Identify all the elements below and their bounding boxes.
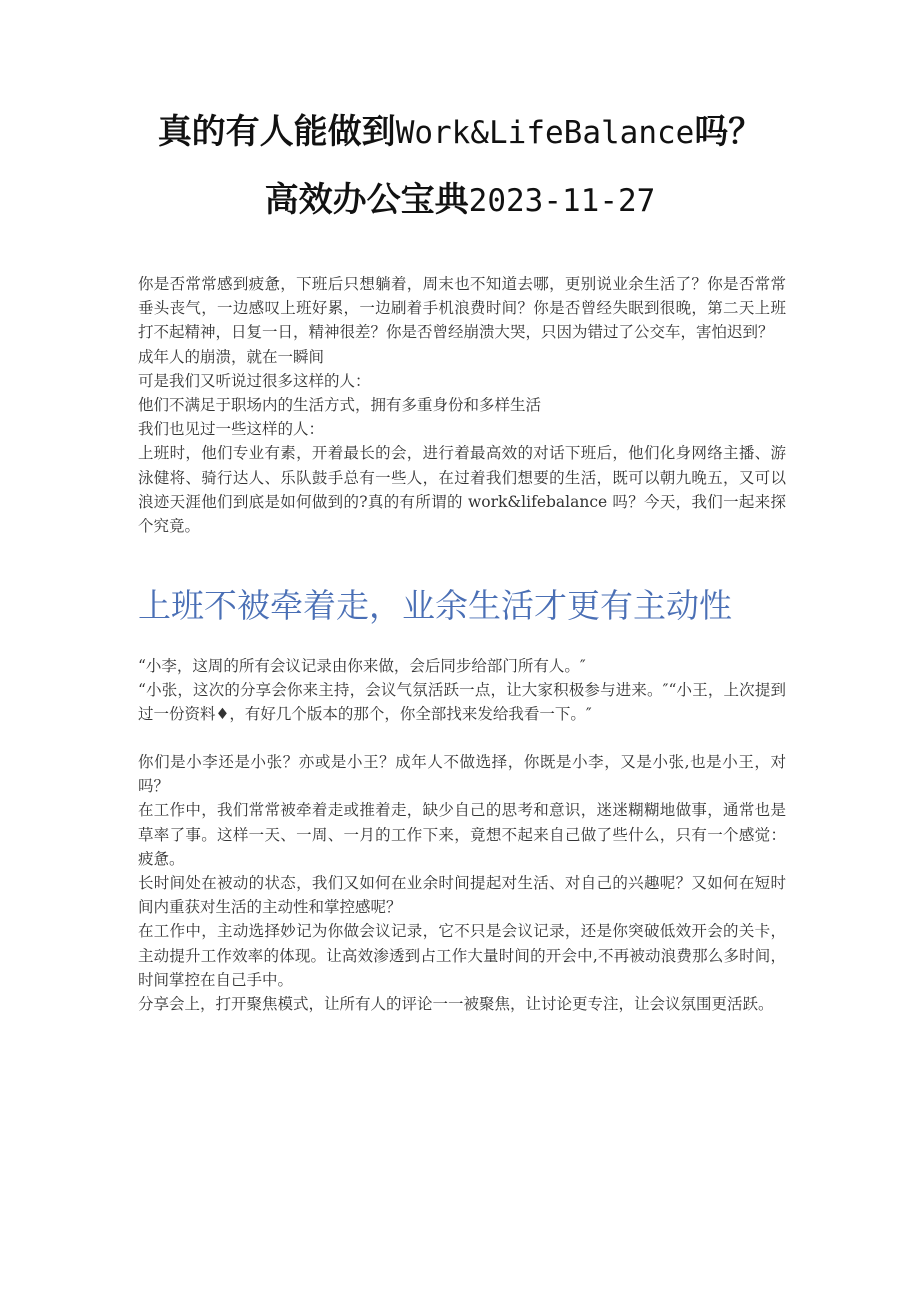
intro-paragraph: 他们不满足于职场内的生活方式，拥有多重身份和多样生活: [138, 396, 542, 415]
title-line-2-chinese: 高效办公宝典: [264, 180, 469, 220]
quote-paragraph: “小张，这次的分享会你来主持，会议气氛活跃一点，让大家积极参与进来。″“小王，上次提到过一份资料♦，有好几个版本的那个，你全部找来发给我看一下。″: [138, 681, 786, 724]
intro-paragraph: 你是否常常感到疲惫，下班后只想躺着，周末也不知道去哪，更别说业余生活了？你是否常常垂头丧气，一边感叹上班好累，一边刷着手机浪费时间？你是否曾经失眠到很晚，第二天上班打不起精神，日复一日，精神很差？你是否曾经崩溃大哭，只因为错过了公交车，害怕迟到？: [138, 275, 786, 342]
title-line-1-chinese: 真的有人能做到: [157, 112, 396, 152]
body-section: [138, 750, 786, 1016]
body-paragraph: 长时间处在被动的状态，我们又如何在业余时间提起对生活、对自己的兴趣呢？又如何在短时间内重获对生活的主动性和掌控感呢？: [138, 874, 786, 917]
title-line-2: [0, 180, 920, 221]
intro-paragraph: 可是我们又听说过很多这样的人：: [138, 371, 371, 390]
title-line-1-tail: 吗？: [694, 112, 763, 152]
quotes-section: [138, 654, 786, 727]
intro-paragraph: 成年人的崩溃，就在一瞬间: [138, 347, 325, 366]
section-heading: 上班不被牵着走，业余生活才更有主动性: [138, 586, 732, 625]
title-line-1: [0, 112, 920, 153]
title-date: 2023-11-27: [468, 183, 656, 219]
quote-paragraph: “小李，这周的所有会议记录由你来做，会后同步给部门所有人。″: [138, 657, 586, 675]
body-paragraph: 在工作中，主动选择妙记为你做会议记录，它不只是会议记录，还是你突破低效开会的关卡，主动提升工作效率的体现。让高效渗透到占工作大量时间的开会中,不再被动浪费那么多时间，时间掌控在自己手中。: [138, 922, 786, 989]
body-paragraph: 分享会上，打开聚焦模式，让所有人的评论一一被聚焦，让讨论更专注，让会议氛围更活跃。: [138, 995, 774, 1014]
title-line-1-english: Work&LifeBalance: [395, 115, 695, 151]
intro-section: [138, 272, 786, 538]
intro-paragraph: 我们也见过一些这样的人：: [138, 420, 325, 439]
intro-paragraph: 上班时，他们专业有素，开着最长的会，进行着最高效的对话下班后，他们化身网络主播、游泳健将、骑行达人、乐队鼓手总有一些人，在过着我们想要的生活，既可以朝九晚五，又可以浪迹天涯他们到底是如何做到的?真的有所谓的 work&lifebalance 吗？今天，我们一起来探个究竟。: [138, 444, 786, 536]
body-paragraph: 你们是小李还是小张？亦或是小王？成年人不做选择，你既是小李，又是小张,也是小王，对吗？: [138, 753, 786, 796]
body-paragraph: 在工作中，我们常常被牵着走或推着走，缺少自己的思考和意识，迷迷糊糊地做事，通常也是草率了事。这样一天、一周、一月的工作下来，竟想不起来自己做了些什么，只有一个感觉：疲惫。: [138, 801, 786, 868]
